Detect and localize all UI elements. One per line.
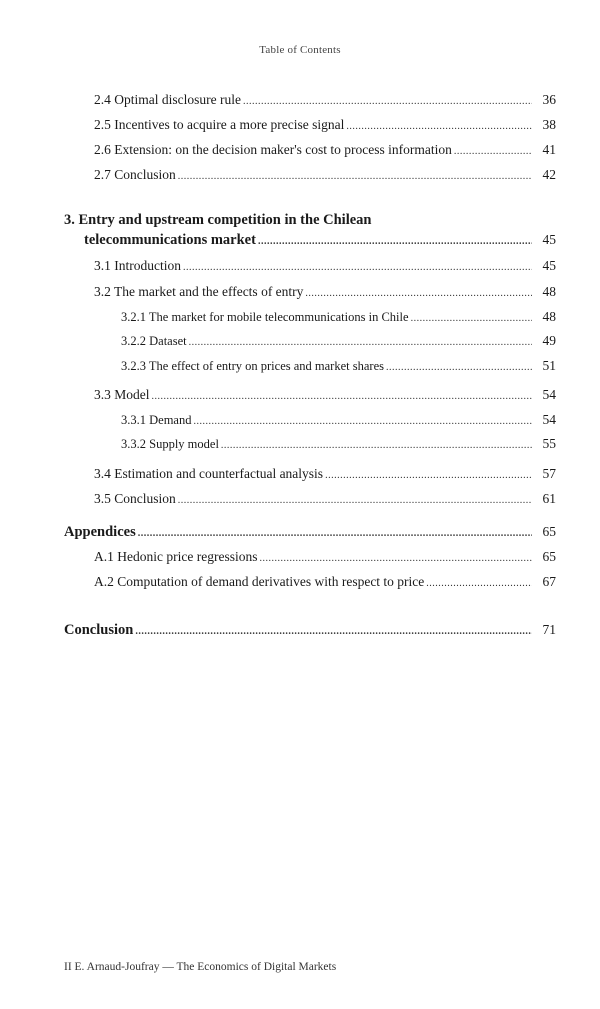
- toc-entry-label: 2.5 Incentives to acquire a more precise signal: [94, 117, 345, 132]
- leader-dots: [135, 626, 532, 637]
- toc-entry-label: A.2 Computation of demand derivatives with respect to price: [94, 574, 425, 589]
- leader-dots: [178, 171, 532, 182]
- toc-page-number: 51: [542, 358, 556, 373]
- toc-entry-3-3-1[interactable]: [121, 412, 556, 428]
- toc-entry-label: A.1 Hedonic price regressions: [94, 549, 258, 564]
- page-footer: II E. Arnaud-Joufray — The Economics of Digital Markets: [64, 961, 337, 973]
- leader-dots: [193, 416, 532, 427]
- leader-dots: [259, 553, 532, 564]
- leader-dots: [258, 236, 532, 247]
- leader-dots: [411, 313, 532, 324]
- toc-entry-2-4[interactable]: [94, 92, 556, 108]
- toc-page-number: 48: [542, 284, 556, 299]
- toc-page-number: 71: [542, 622, 556, 637]
- toc-page-number: 55: [542, 436, 556, 451]
- toc-entry-3-2-1[interactable]: [121, 309, 556, 325]
- leader-dots: [386, 362, 532, 373]
- toc-entry-label: Appendices: [64, 524, 136, 540]
- leader-dots: [426, 578, 532, 589]
- toc-page-number: 36: [542, 92, 556, 107]
- toc-entry-2-6[interactable]: [94, 142, 556, 158]
- leader-dots: [138, 528, 532, 539]
- toc-page-number: 65: [542, 549, 556, 564]
- toc-entry-2-5[interactable]: [94, 117, 556, 133]
- toc-page-number: 65: [542, 524, 556, 539]
- toc-entry-a-2[interactable]: [94, 574, 556, 590]
- toc-page-number: 38: [542, 117, 556, 132]
- toc-entry-3-3-2[interactable]: [121, 436, 556, 452]
- leader-dots: [325, 470, 532, 481]
- toc-entry-label: 3.3.1 Demand: [121, 413, 192, 427]
- toc-page-number: 45: [542, 232, 556, 247]
- toc-page-number: 41: [542, 142, 556, 157]
- leader-dots: [305, 288, 532, 299]
- toc-entry-label: Conclusion: [64, 622, 134, 638]
- toc-entry-2-7[interactable]: [94, 167, 556, 183]
- toc-entry-a-1[interactable]: [94, 549, 556, 565]
- toc-page-number: 54: [542, 412, 556, 427]
- toc-entry-label: 3.4 Estimation and counterfactual analysis: [94, 466, 324, 481]
- toc-page-number: 54: [542, 387, 556, 402]
- toc-entry-label: 3.3 Model: [94, 387, 150, 402]
- toc-page-number: 48: [542, 309, 556, 324]
- toc-entry-appendices[interactable]: [64, 524, 556, 541]
- chapter-3-title[interactable]: 3. Entry and upstream competition in the Chilean: [64, 212, 372, 228]
- toc-entry-3-3[interactable]: [94, 387, 556, 403]
- leader-dots: [243, 96, 532, 107]
- toc-entry-label: 3.2.1 The market for mobile telecommunications in Chile: [121, 310, 409, 324]
- toc-page-number: 67: [542, 574, 556, 589]
- toc-entry-chapter-3[interactable]: [84, 232, 556, 249]
- toc-page-number: 61: [542, 491, 556, 506]
- toc-entry-3-2[interactable]: [94, 284, 556, 300]
- toc-entry-3-5[interactable]: [94, 491, 556, 507]
- toc-entry-label: 3.1 Introduction: [94, 258, 181, 273]
- toc-page-number: 49: [542, 333, 556, 348]
- leader-dots: [221, 440, 532, 451]
- toc-entry-label: 3.2.2 Dataset: [121, 334, 187, 348]
- toc-entry-3-2-3[interactable]: [121, 358, 556, 374]
- toc-entry-label: telecommunications market: [84, 232, 256, 248]
- leader-dots: [178, 495, 532, 506]
- leader-dots: [183, 262, 532, 273]
- toc-entry-3-2-2[interactable]: [121, 333, 556, 349]
- toc-page-number: 57: [542, 466, 556, 481]
- toc-entry-label: 3.2.3 The effect of entry on prices and market shares: [121, 359, 384, 373]
- toc-entry-label: 2.4 Optimal disclosure rule: [94, 92, 241, 107]
- toc-entry-3-1[interactable]: [94, 258, 556, 274]
- leader-dots: [189, 337, 532, 348]
- leader-dots: [454, 146, 532, 157]
- leader-dots: [152, 391, 533, 402]
- toc-entry-conclusion[interactable]: [64, 622, 556, 639]
- leader-dots: [346, 121, 532, 132]
- toc-page-number: 42: [542, 167, 556, 182]
- toc-page-number: 45: [542, 258, 556, 273]
- toc-entry-label: 2.6 Extension: on the decision maker's cost to process information: [94, 142, 452, 157]
- toc-entry-label: 3.3.2 Supply model: [121, 437, 219, 451]
- toc-entry-label: 3.2 The market and the effects of entry: [94, 284, 304, 299]
- toc-entry-3-4[interactable]: [94, 466, 556, 482]
- toc-entry-label: 3.5 Conclusion: [94, 491, 176, 506]
- running-head: Table of Contents: [259, 44, 341, 56]
- toc-entry-label: 2.7 Conclusion: [94, 167, 176, 182]
